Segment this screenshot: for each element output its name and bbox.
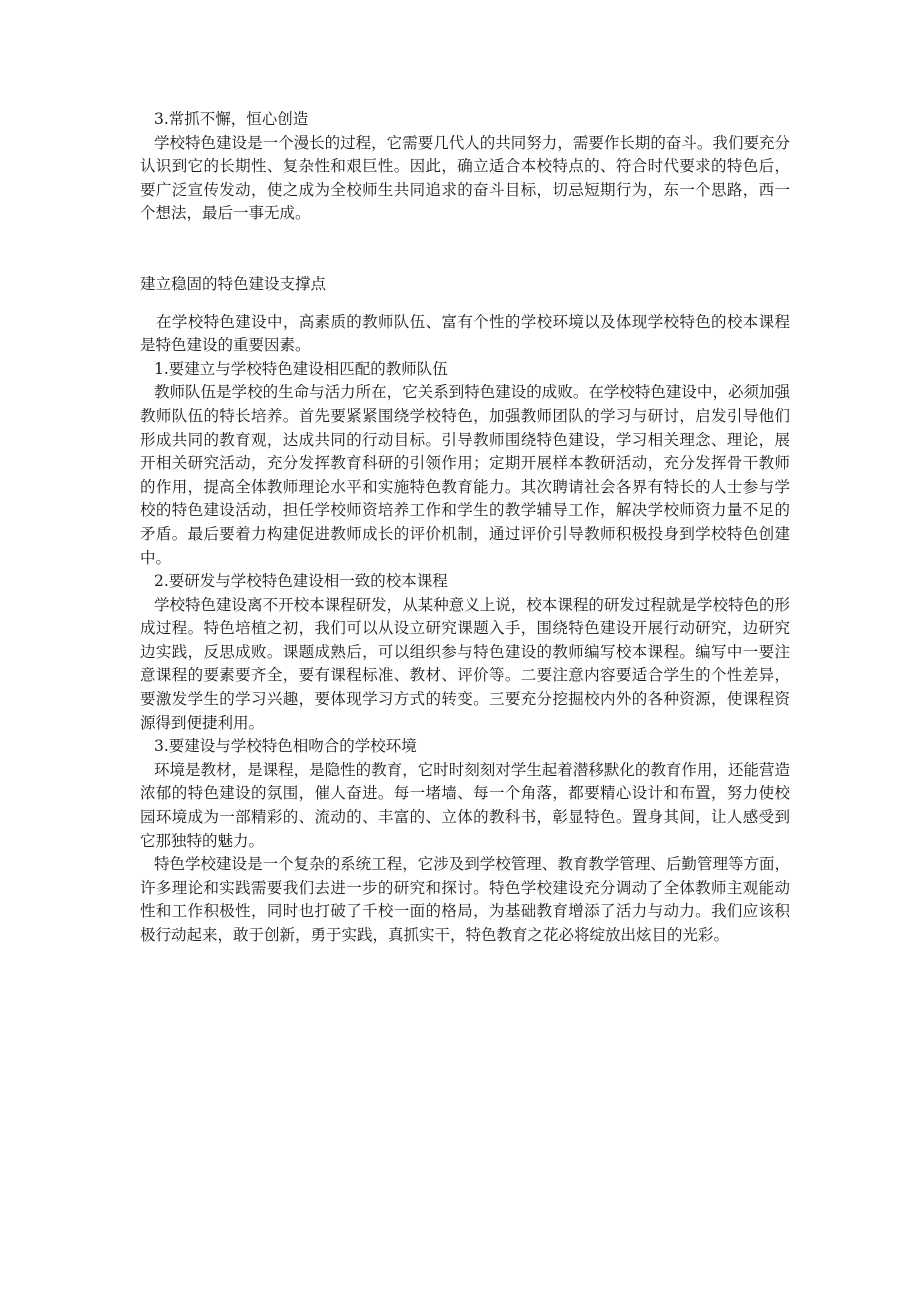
section2-title: 建立稳固的特色建设支撑点 (140, 274, 327, 293)
document-page (140, 108, 790, 948)
item3-paragraph: 环境是教材，是课程，是隐性的教育，它时时刻刻对学生起着潜移默化的教育作用，还能营造浓郁的特色建设的氛围，催人奋进。每一堵墙、每一个角落，都要精心设计和布置，努力使校园环境成为一部精彩的、流动的、丰富的、立体的教科书，彰显特色。置身其间，让人感受到它那独特的魅力。 (140, 760, 790, 850)
section1-heading: 3.常抓不懈，恒心创造 (154, 110, 309, 128)
item1-paragraph: 教师队伍是学校的生命与活力所在，它关系到特色建设的成败。在学校特色建设中，必须加强教师队伍的特长培养。首先要紧紧围绕学校特色，加强教师团队的学习与研讨，启发引导他们形成共同的教育观，达成共同的行动目标。引导教师围绕特色建设，学习相关理念、理论，展开相关研究活动，充分发挥教育科研的引领作用；定期开展样本教研活动，充分发挥骨干教师的作用，提高全体教师理论水平和实施特色教育能力。其次聘请社会各界有特长的人士参与学校的特色建设活动，担任学校师资培养工作和学生的教学辅导工作，解决学校师资力量不足的矛盾。最后要着力构建促进教师成长的评价机制，通过评价引导教师积极投身到学校特色创建中。 (140, 383, 790, 567)
section1-paragraph: 学校特色建设是一个漫长的过程，它需要几代人的共同努力，需要作长期的奋斗。我们要充分认识到它的长期性、复杂性和艰巨性。因此，确立适合本校特点的、符合时代要求的特色后，要广泛宣传发动，使之成为全校师生共同追求的奋斗目标，切忌短期行为，东一个思路，西一个想法，最后一事无成。 (140, 133, 790, 223)
item2-heading: 2.要研发与学校特色建设相一致的校本课程 (154, 572, 448, 591)
item3-heading: 3.要建设与学校特色相吻合的学校环境 (154, 737, 417, 756)
conclusion-paragraph: 特色学校建设是一个复杂的系统工程，它涉及到学校管理、教育教学管理、后勤管理等方面，许多理论和实践需要我们去进一步的研究和探讨。特色学校建设充分调动了全体教师主观能动性和工作积极性，同时也打破了千校一面的格局，为基础教育增添了活力与动力。我们应该积极行动起来，敢于创新，勇于实践，真抓实干，特色教育之花必将绽放出炫目的光彩。 (140, 855, 790, 944)
item1-heading: 1.要建立与学校特色建设相匹配的教师队伍 (154, 359, 448, 378)
section2-intro: 在学校特色建设中，高素质的教师队伍、富有个性的学校环境以及体现学校特色的校本课程是特色建设的重要因素。 (140, 312, 790, 355)
item2-paragraph: 学校特色建设离不开校本课程研发，从某种意义上说，校本课程的研发过程就是学校特色的形成过程。特色培植之初，我们可以从设立研究课题入手，围绕特色建设开展行动研究，边研究边实践，反思成败。课题成熟后，可以组织参与特色建设的教师编写校本课程。编写中一要注意课程的要素要齐全，要有课程标准、教材、评价等。二要注意内容要适合学生的个性差异，要激发学生的学习兴趣，要体现学习方式的转变。三要充分挖掘校内外的各种资源，使课程资源得到便捷利用。 (140, 595, 790, 732)
